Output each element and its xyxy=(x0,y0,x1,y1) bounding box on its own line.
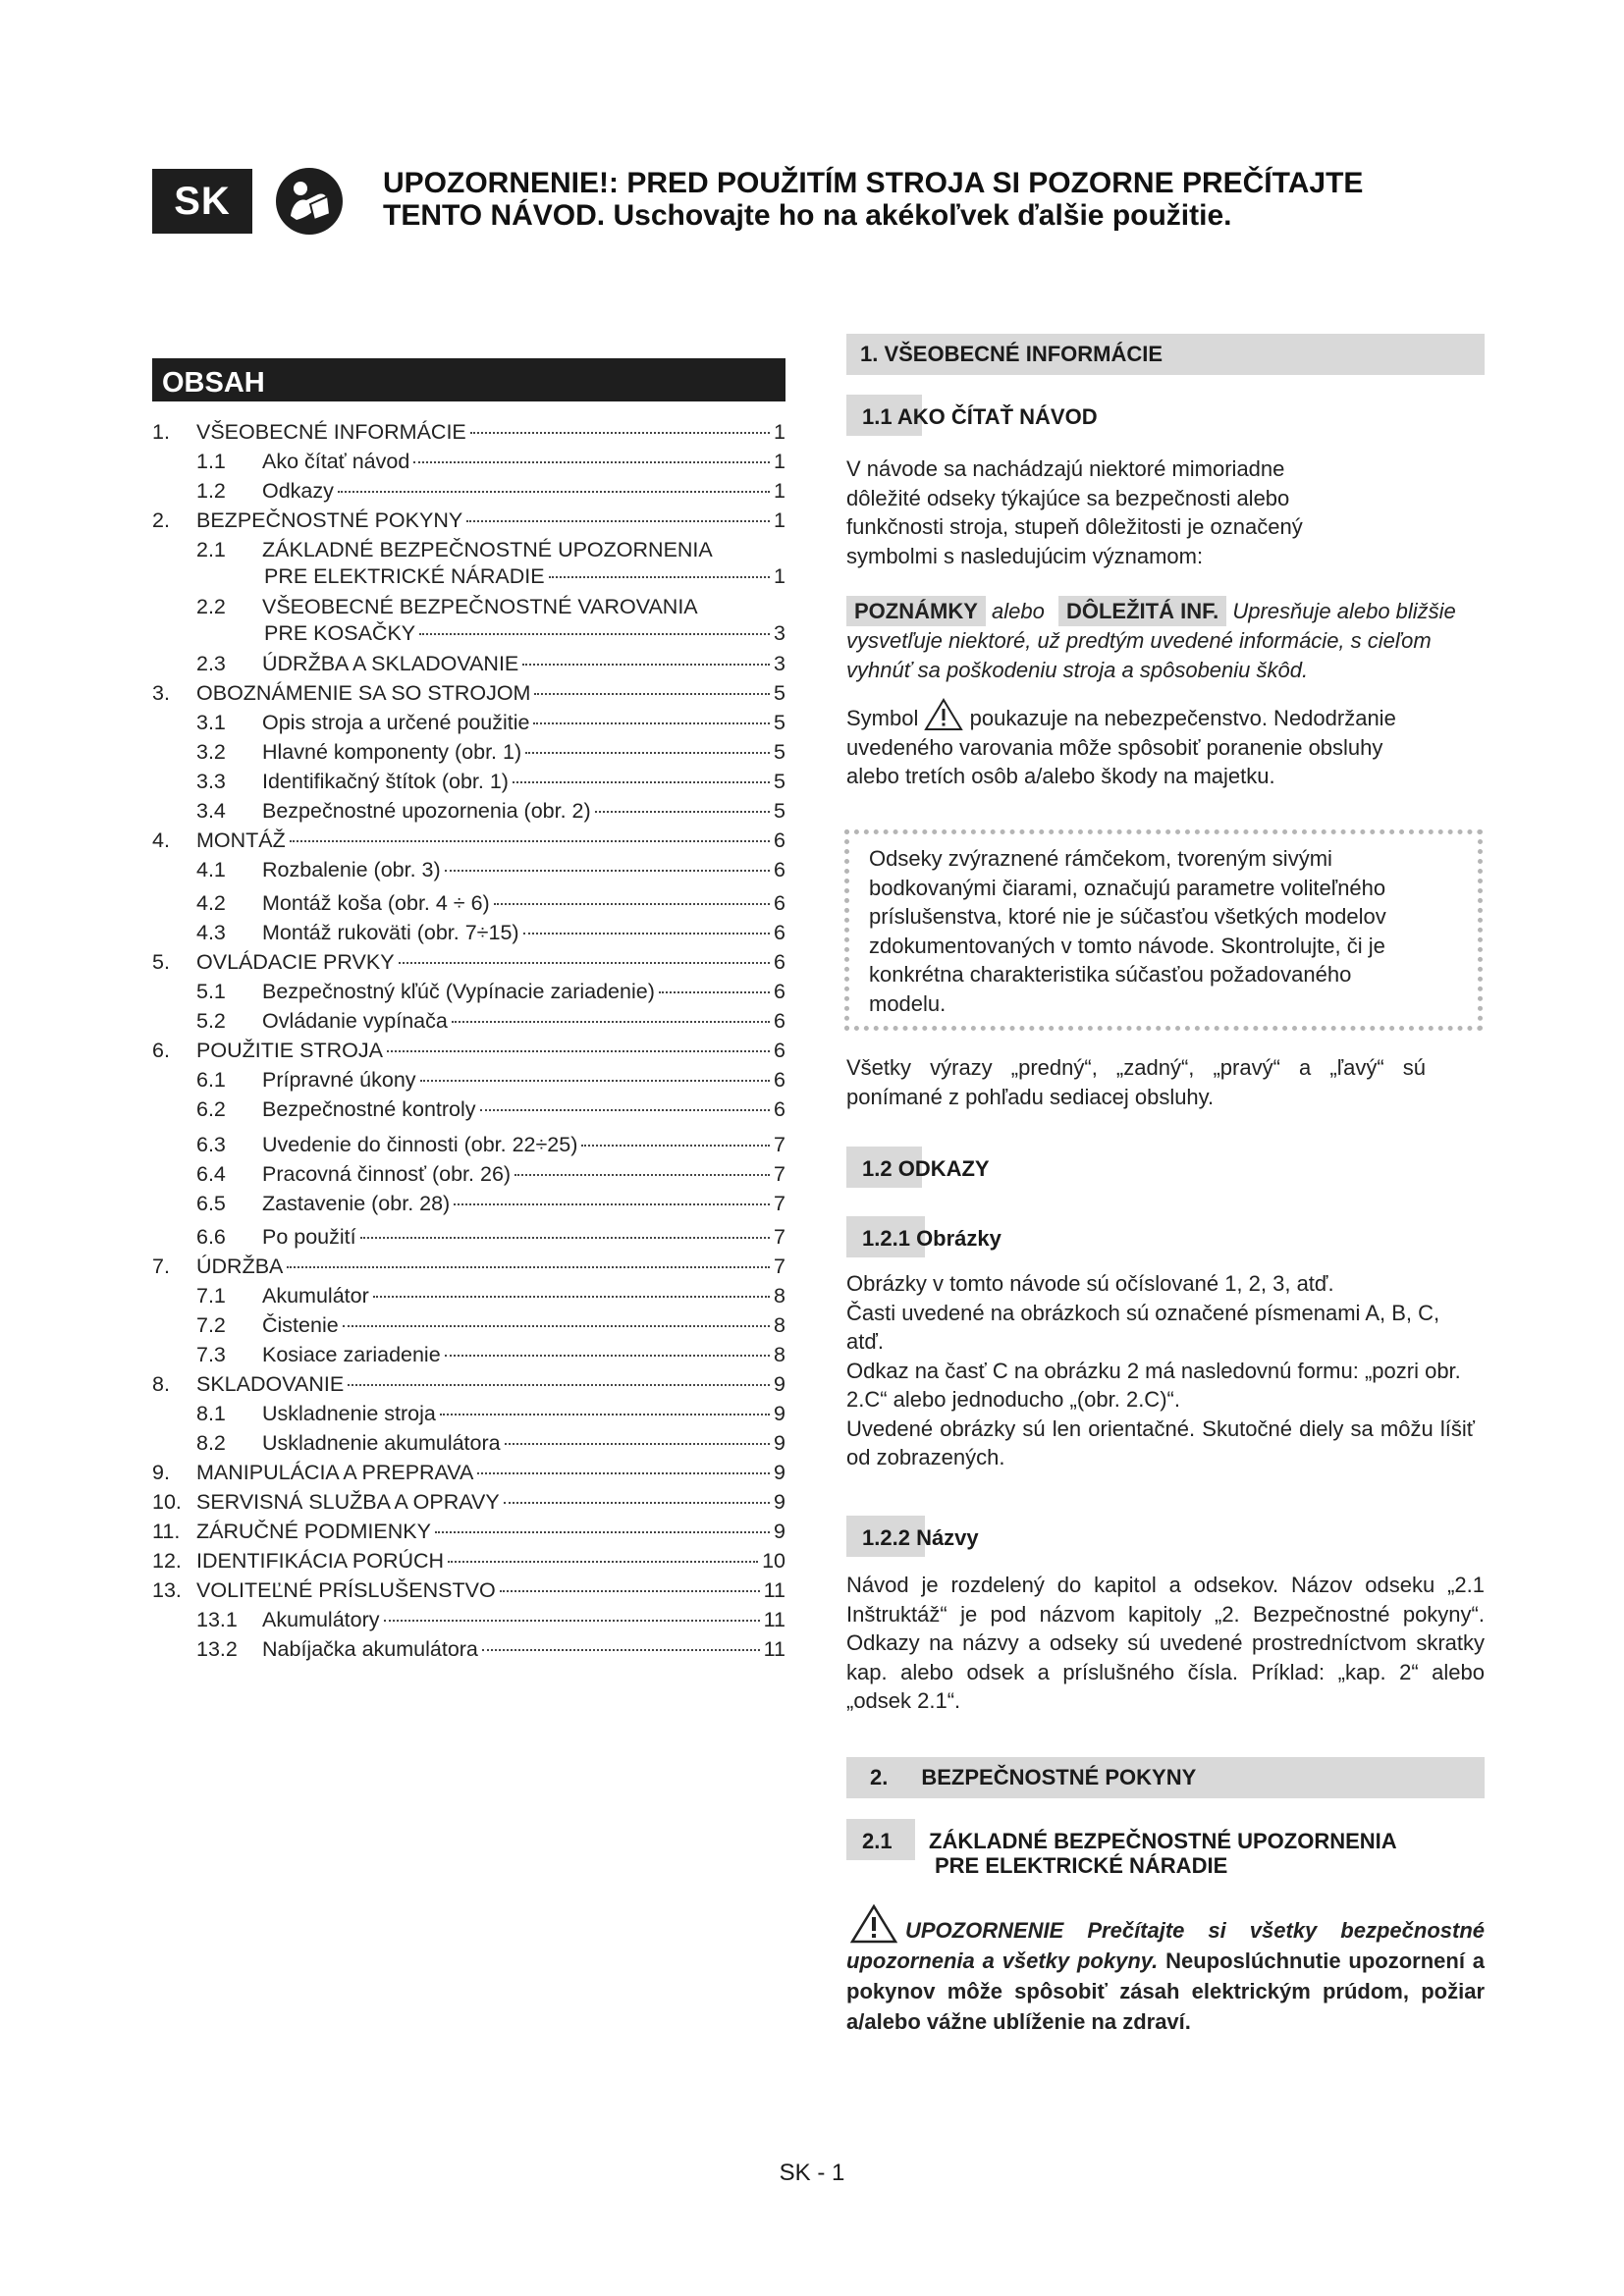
toc-entry-page: 8 xyxy=(774,1284,785,1308)
toc-leader-dots xyxy=(287,1266,770,1268)
toc-leader-dots xyxy=(482,1649,760,1651)
directions-paragraph: Všetky výrazy „predný“, „zadný“, „pravý“ a „ľavý“ sú ponímané z pohľadu sediacej obsluhy. xyxy=(846,1055,1426,1109)
subsection-1-1-title: AKO ČÍTAŤ NÁVOD xyxy=(896,404,1098,429)
toc-entry-number: 6.2 xyxy=(196,1097,226,1121)
toc-entry-page: 6 xyxy=(774,1039,785,1062)
toc-entry-page: 1 xyxy=(774,564,785,588)
subsection-1-2-2-heading xyxy=(862,1525,979,1551)
toc-entry-number: 5. xyxy=(152,950,170,974)
toc-entry-page: 6 xyxy=(774,921,785,944)
toc-leader-dots xyxy=(413,461,770,463)
subsection-1-2-number: 1.2 xyxy=(862,1156,893,1181)
toc-entry-number: 9. xyxy=(152,1461,170,1484)
toc-entry-number: 7.3 xyxy=(196,1343,226,1366)
toc-entry-label: SERVISNÁ SLUŽBA A OPRAVY xyxy=(196,1490,500,1514)
toc-entry-label: MONTÁŽ xyxy=(196,828,286,852)
toc-entry-page: 1 xyxy=(774,479,785,503)
toc-leader-dots xyxy=(348,1384,770,1386)
toc-leader-dots xyxy=(448,1561,758,1563)
toc-entry-label: BEZPEČNOSTNÉ POKYNY xyxy=(196,508,463,532)
toc-entry-page: 7 xyxy=(774,1162,785,1186)
toc-entry[interactable] xyxy=(152,1402,785,1429)
toc-entry-label: POUŽITIE STROJA xyxy=(196,1039,383,1062)
section-2-heading xyxy=(846,1757,1485,1798)
toc-leader-dots xyxy=(534,693,770,695)
toc-entry-page: 10 xyxy=(762,1549,785,1573)
toc-entry[interactable] xyxy=(152,770,785,797)
toc-entry-page: 5 xyxy=(774,711,785,734)
toc-entry-number: 7.1 xyxy=(196,1284,226,1308)
toc-entry-label: Ako čítať návod xyxy=(262,450,410,473)
names-paragraph: Návod je rozdelený do kapitol a odsekov. Názov odseku „2.1 Inštruktáž“ je pod názvom kapitoly „2. Bezpečnostné pokyny“. Odkazy na názvy a odseky sú uvedené prostredníctvom skratky kap. alebo odsek a príslušného čísla. Príklad: „kap. 2“ alebo „odsek 2.1“. xyxy=(846,1573,1485,1713)
toc-entry-number: 8.2 xyxy=(196,1431,226,1455)
subsection-1-2-1-number: 1.2.1 xyxy=(862,1226,910,1251)
toc-entry-label: MANIPULÁCIA A PREPRAVA xyxy=(196,1461,474,1484)
warning-italic-text: UPOZORNENIE Prečítajte si všetky bezpečnostné upozornenia a všetky pokyny. xyxy=(846,1918,1485,1973)
toc-entry-label: Montáž koša (obr. 4 ÷ 6) xyxy=(262,891,490,915)
section-1-heading: 1. VŠEOBECNÉ INFORMÁCIE xyxy=(846,334,1485,375)
toc-entry-number: 6. xyxy=(152,1039,170,1062)
toc-entry-label: VŠEOBECNÉ BEZPEČNOSTNÉ VAROVANIA xyxy=(262,595,698,618)
toc-entry-label: Opis stroja a určené použitie xyxy=(262,711,530,734)
figures-line-2: Časti uvedené na obrázkoch sú označené písmenami A, B, C, atď. xyxy=(846,1300,1440,1354)
subsection-1-1-heading xyxy=(862,404,1098,430)
toc-entry-label: SKLADOVANIE xyxy=(196,1372,345,1396)
toc-entry-label: Po použití xyxy=(262,1225,356,1249)
toc-leader-dots xyxy=(440,1414,770,1415)
toc-entry-label: OVLÁDACIE PRVKY xyxy=(196,950,395,974)
toc-entry-label: Odkazy xyxy=(262,479,334,503)
toc-entry-number: 2.3 xyxy=(196,652,226,675)
toc-entry-label: Bezpečnostné kontroly xyxy=(262,1097,476,1121)
toc-entry-label: ZÁKLADNÉ BEZPEČNOSTNÉ UPOZORNENIA xyxy=(262,538,713,561)
toc-entry[interactable] xyxy=(152,538,785,565)
toc-entry-page: 8 xyxy=(774,1343,785,1366)
note-paragraph xyxy=(846,597,1475,685)
toc-entry[interactable] xyxy=(152,1637,785,1665)
toc-entry[interactable] xyxy=(152,1068,785,1095)
page-number: SK - 1 xyxy=(779,2160,845,2186)
toc-entry[interactable] xyxy=(152,891,785,919)
toc-entry-label: Prípravné úkony xyxy=(262,1068,416,1092)
toc-leader-dots xyxy=(360,1237,770,1239)
toc-entry-page: 6 xyxy=(774,891,785,915)
subsection-1-2-1-heading xyxy=(862,1226,1001,1252)
intro-paragraph: V návode sa nachádzajú niektoré mimoriadne dôležité odseky týkajúce sa bezpečnosti alebo funkčnosti stroja, stupeň dôležitosti je označený symbolmi s nasledujúcim významom: xyxy=(846,456,1303,568)
toc-entry-number: 7.2 xyxy=(196,1313,226,1337)
toc-entry-label: Identifikačný štítok (obr. 1) xyxy=(262,770,509,793)
toc-leader-dots xyxy=(504,1502,770,1504)
toc-entry-label: Akumulátor xyxy=(262,1284,369,1308)
toc-entry-number: 1.2 xyxy=(196,479,226,503)
toc-leader-dots xyxy=(290,840,770,842)
toc-entry[interactable] xyxy=(152,1039,785,1066)
warning-bold-text: Neuposlúchnutie upozornení a pokynov môže spôsobiť zásah elektrickým prúdom, požiar a/alebo vážne ublíženie na zdraví. xyxy=(846,1949,1485,2034)
toc-leader-dots xyxy=(399,962,770,964)
toc-entry-page: 6 xyxy=(774,858,785,881)
toc-entry-number: 3.4 xyxy=(196,799,226,823)
toc-entry[interactable] xyxy=(152,858,785,885)
subsection-1-2-title: ODKAZY xyxy=(897,1156,990,1181)
toc-leader-dots xyxy=(595,811,770,813)
toc-entry-label: ZÁRUČNÉ PODMIENKY xyxy=(196,1520,431,1543)
subsection-1-2-2-number: 1.2.2 xyxy=(862,1525,910,1550)
toc-entry[interactable] xyxy=(152,1343,785,1370)
toc-entry[interactable] xyxy=(152,479,785,507)
toc-entry-label: OBOZNÁMENIE SA SO STROJOM xyxy=(196,681,531,705)
toc-entry-continuation[interactable] xyxy=(152,621,785,649)
toc-entry-label-line2: PRE KOSAČKY xyxy=(264,621,416,645)
toc-entry[interactable] xyxy=(152,1192,785,1219)
subsection-1-2-2-title: Názvy xyxy=(916,1525,979,1550)
toc-entry-label: Bezpečnostný kľúč (Vypínacie zariadenie) xyxy=(262,980,655,1003)
toc-entry-label: Ovládanie vypínača xyxy=(262,1009,448,1033)
toc-entry-page: 9 xyxy=(774,1431,785,1455)
toc-leader-dots xyxy=(659,991,770,993)
toc-entry-number: 13.2 xyxy=(196,1637,238,1661)
toc-entry-page: 6 xyxy=(774,828,785,852)
toc-entry[interactable] xyxy=(152,950,785,978)
toc-entry-label: VOLITEĽNÉ PRÍSLUŠENSTVO xyxy=(196,1578,496,1602)
toc-entry-label: Uvedenie do činnosti (obr. 22÷25) xyxy=(262,1133,578,1156)
toc-leader-dots xyxy=(419,633,770,635)
symbol-paragraph xyxy=(846,698,1435,791)
toc-leader-dots xyxy=(513,781,770,783)
toc-entry-page: 7 xyxy=(774,1225,785,1249)
toc-entry-number: 3. xyxy=(152,681,170,705)
toc-entry-number: 4.1 xyxy=(196,858,226,881)
toc-entry-page: 9 xyxy=(774,1372,785,1396)
header-warning-line2: TENTO NÁVOD. Uschovajte ho na akékoľvek ďalšie použitie. xyxy=(383,199,1232,232)
toc-entry[interactable] xyxy=(152,1608,785,1635)
toc-leader-dots xyxy=(343,1325,770,1327)
toc-entry-label: Rozbalenie (obr. 3) xyxy=(262,858,441,881)
toc-entry-label: ÚDRŽBA A SKLADOVANIE xyxy=(262,652,519,675)
toc-entry-number: 6.1 xyxy=(196,1068,226,1092)
header-warning xyxy=(383,167,1414,232)
toc-entry-label: Pracovná činnosť (obr. 26) xyxy=(262,1162,512,1186)
toc-entry[interactable] xyxy=(152,1490,785,1518)
toc-entry-number: 3.3 xyxy=(196,770,226,793)
optional-accessories-text: Odseky zvýraznené rámčekom, tvoreným sivými bodkovanými čiarami, označujú parametre voliteľného príslušenstva, ktoré nie je súčasťou všetkých modelov zdokumentovaných v tomto návode. Skontrolujte, či je konkrétna charakteristika súčasťou požadovaného modelu. xyxy=(869,846,1386,1016)
toc-entry[interactable] xyxy=(152,1284,785,1311)
note-label: POZNÁMKY xyxy=(846,596,986,626)
toc-entry-page: 9 xyxy=(774,1490,785,1514)
toc-entry-number: 5.1 xyxy=(196,980,226,1003)
toc-entry-label: Kosiace zariadenie xyxy=(262,1343,441,1366)
toc-leader-dots xyxy=(480,1109,771,1111)
toc-entry-continuation[interactable] xyxy=(152,564,785,592)
toc-entry-page: 3 xyxy=(774,621,785,645)
toc-entry-label-line2: PRE ELEKTRICKÉ NÁRADIE xyxy=(264,564,545,588)
toc-entry[interactable] xyxy=(152,1313,785,1341)
toc-entry-number: 3.2 xyxy=(196,740,226,764)
toc-leader-dots xyxy=(387,1050,770,1052)
electric-tools-warning xyxy=(846,1904,1485,2037)
toc-entry-number: 8. xyxy=(152,1372,170,1396)
toc-entry[interactable] xyxy=(152,1133,785,1160)
toc-entry-label: Uskladnenie akumulátora xyxy=(262,1431,501,1455)
toc-entry[interactable] xyxy=(152,1255,785,1282)
toc-entry-label: Nabíjačka akumulátora xyxy=(262,1637,478,1661)
toc-entry[interactable] xyxy=(152,980,785,1007)
toc-leader-dots xyxy=(435,1531,770,1533)
subsection-1-2-heading xyxy=(862,1156,990,1182)
figures-line-4: Uvedené obrázky sú len orientačné. Skutočné diely sa môžu líšiť od zobrazených. xyxy=(846,1415,1475,1469)
subsection-2-1-title xyxy=(929,1829,1397,1878)
toc-entry-number: 5.2 xyxy=(196,1009,226,1033)
toc-entry[interactable] xyxy=(152,1225,785,1253)
toc-entry-number: 10. xyxy=(152,1490,182,1514)
toc-leader-dots xyxy=(470,432,770,434)
toc-entry-page: 9 xyxy=(774,1461,785,1484)
toc-leader-dots xyxy=(523,933,770,934)
toc-leader-dots xyxy=(533,722,770,724)
toc-entry-label: Zastavenie (obr. 28) xyxy=(262,1192,451,1215)
toc-entry-page: 6 xyxy=(774,1009,785,1033)
toc-entry[interactable] xyxy=(152,711,785,738)
toc-leader-dots xyxy=(514,1174,770,1176)
toc-entry[interactable] xyxy=(152,1009,785,1037)
toc-leader-dots xyxy=(338,491,770,493)
toc-entry-page: 5 xyxy=(774,799,785,823)
toc-entry-number: 4. xyxy=(152,828,170,852)
toc-entry-page: 8 xyxy=(774,1313,785,1337)
toc-leader-dots xyxy=(373,1296,770,1298)
toc-entry-number: 2. xyxy=(152,508,170,532)
subsection-1-1-number: 1.1 xyxy=(862,404,893,429)
toc-entry-number: 13.1 xyxy=(196,1608,238,1631)
toc-entry-number: 4.3 xyxy=(196,921,226,944)
toc-entry[interactable] xyxy=(152,799,785,827)
toc-entry[interactable] xyxy=(152,1162,785,1190)
toc-entry-page: 9 xyxy=(774,1520,785,1543)
subsection-2-1-number: 2.1 xyxy=(862,1829,893,1853)
toc-entry-number: 1. xyxy=(152,420,170,444)
toc-entry-number: 6.6 xyxy=(196,1225,226,1249)
toc-leader-dots xyxy=(445,1355,770,1357)
toc-entry-page: 11 xyxy=(763,1637,785,1661)
toc-entry-label: IDENTIFIKÁCIA PORÚCH xyxy=(196,1549,445,1573)
toc-entry[interactable] xyxy=(152,1578,785,1606)
toc-leader-dots xyxy=(454,1203,770,1205)
note-or: alebo xyxy=(992,599,1045,623)
header-warning-line1: UPOZORNENIE!: PRED POUŽITÍM STROJA SI POZORNE PREČÍTAJTE xyxy=(383,167,1364,199)
toc-leader-dots xyxy=(522,664,770,666)
toc-leader-dots xyxy=(494,903,770,905)
toc-entry[interactable] xyxy=(152,420,785,448)
toc-entry-page: 11 xyxy=(763,1608,785,1631)
toc-entry-label: Akumulátory xyxy=(262,1608,380,1631)
toc-entry-page: 3 xyxy=(774,652,785,675)
toc-entry-number: 13. xyxy=(152,1578,182,1602)
symbol-pre: Symbol xyxy=(846,706,919,730)
section-2-number: 2. xyxy=(870,1765,889,1789)
section-2-title: BEZPEČNOSTNÉ POKYNY xyxy=(921,1765,1197,1789)
toc-entry-page: 11 xyxy=(763,1578,785,1602)
figures-paragraph xyxy=(846,1269,1475,1472)
toc-entry[interactable] xyxy=(152,1372,785,1400)
toc-entry-number: 2.1 xyxy=(196,538,226,561)
subsection-2-1-title-line1: ZÁKLADNÉ BEZPEČNOSTNÉ UPOZORNENIA xyxy=(929,1829,1397,1853)
toc-entry-label: ÚDRŽBA xyxy=(196,1255,284,1278)
toc-entry-page: 9 xyxy=(774,1402,785,1425)
toc-entry[interactable] xyxy=(152,681,785,709)
toc-entry-page: 1 xyxy=(774,420,785,444)
figures-line-3: Odkaz na časť C na obrázku 2 má nasledovnú formu: „pozri obr. 2.C“ alebo jednoducho „(obr. 2.C)“. xyxy=(846,1358,1461,1412)
toc-entry-page: 1 xyxy=(774,450,785,473)
toc-leader-dots xyxy=(420,1080,770,1082)
toc-entry[interactable] xyxy=(152,508,785,536)
toc-entry-page: 5 xyxy=(774,740,785,764)
language-badge: SK xyxy=(152,169,252,234)
toc-entry-page: 7 xyxy=(774,1255,785,1278)
toc-entry-page: 1 xyxy=(774,508,785,532)
toc-entry-page: 7 xyxy=(774,1133,785,1156)
toc-entry[interactable] xyxy=(152,1097,785,1125)
toc-entry-page: 6 xyxy=(774,980,785,1003)
toc-entry-label: Hlavné komponenty (obr. 1) xyxy=(262,740,522,764)
toc-leader-dots xyxy=(500,1590,760,1592)
toc-entry-label: Uskladnenie stroja xyxy=(262,1402,436,1425)
symbol-post: poukazuje na nebezpečenstvo. Nedodržanie uvedeného varovania môže spôsobiť poranenie obsluhy alebo tretích osôb a/alebo škody na majetku. xyxy=(846,706,1396,788)
toc-leader-dots xyxy=(445,870,770,872)
toc-entry-number: 2.2 xyxy=(196,595,226,618)
toc-entry-page: 6 xyxy=(774,1097,785,1121)
toc-entry-page: 6 xyxy=(774,1068,785,1092)
toc-entry-number: 6.5 xyxy=(196,1192,226,1215)
toc-entry-number: 6.3 xyxy=(196,1133,226,1156)
toc-entry[interactable] xyxy=(152,740,785,768)
toc-leader-dots xyxy=(452,1021,770,1023)
toc-entry[interactable] xyxy=(152,1431,785,1459)
toc-entry-number: 12. xyxy=(152,1549,182,1573)
toc-entry-page: 7 xyxy=(774,1192,785,1215)
toc-entry-label: Čistenie xyxy=(262,1313,339,1337)
toc-entry-number: 6.4 xyxy=(196,1162,226,1186)
toc-entry[interactable] xyxy=(152,828,785,856)
toc-entry[interactable] xyxy=(152,1520,785,1547)
toc-entry-page: 6 xyxy=(774,950,785,974)
warning-triangle-icon xyxy=(850,1904,897,1944)
figures-line-1: Obrázky v tomto návode sú očíslované 1, 2, 3, atď. xyxy=(846,1271,1334,1296)
toc-entry-label: Montáž rukoväti (obr. 7÷15) xyxy=(262,921,519,944)
toc-entry-label: Bezpečnostné upozornenia (obr. 2) xyxy=(262,799,591,823)
note-text: Upresňuje alebo bližšie vysvetľuje niektoré, už predtým uvedené informácie, s cieľom vyhnúť sa poškodeniu stroja a spôsobeniu škôd. xyxy=(846,599,1456,682)
toc-entry-number: 4.2 xyxy=(196,891,226,915)
read-manual-icon xyxy=(275,167,344,236)
toc-entry-number: 11. xyxy=(152,1520,181,1543)
toc-title: OBSAH xyxy=(152,358,785,401)
toc-leader-dots xyxy=(477,1472,770,1474)
toc-entry-page: 5 xyxy=(774,770,785,793)
toc-entry[interactable] xyxy=(152,652,785,679)
toc-entry[interactable] xyxy=(152,1549,785,1576)
toc-entry[interactable] xyxy=(152,921,785,948)
subsection-1-2-1-title: Obrázky xyxy=(916,1226,1001,1251)
toc-entry[interactable] xyxy=(152,1461,785,1488)
toc-entry-label: VŠEOBECNÉ INFORMÁCIE xyxy=(196,420,466,444)
toc-leader-dots xyxy=(549,576,770,578)
toc-leader-dots xyxy=(384,1620,760,1622)
toc-leader-dots xyxy=(525,752,770,754)
toc-entry[interactable] xyxy=(152,450,785,477)
toc-entry-number: 3.1 xyxy=(196,711,226,734)
toc-entry-page: 5 xyxy=(774,681,785,705)
warning-triangle-icon xyxy=(924,698,963,731)
toc-leader-dots xyxy=(505,1443,770,1445)
toc-entry[interactable] xyxy=(152,595,785,622)
important-label: DÔLEŽITÁ INF. xyxy=(1058,596,1226,626)
toc-entry-number: 7. xyxy=(152,1255,170,1278)
toc-leader-dots xyxy=(466,520,770,522)
toc-entry-number: 8.1 xyxy=(196,1402,226,1425)
toc-leader-dots xyxy=(581,1145,770,1147)
subsection-2-1-title-line2: PRE ELEKTRICKÉ NÁRADIE xyxy=(935,1853,1228,1878)
toc-entry-number: 1.1 xyxy=(196,450,226,473)
